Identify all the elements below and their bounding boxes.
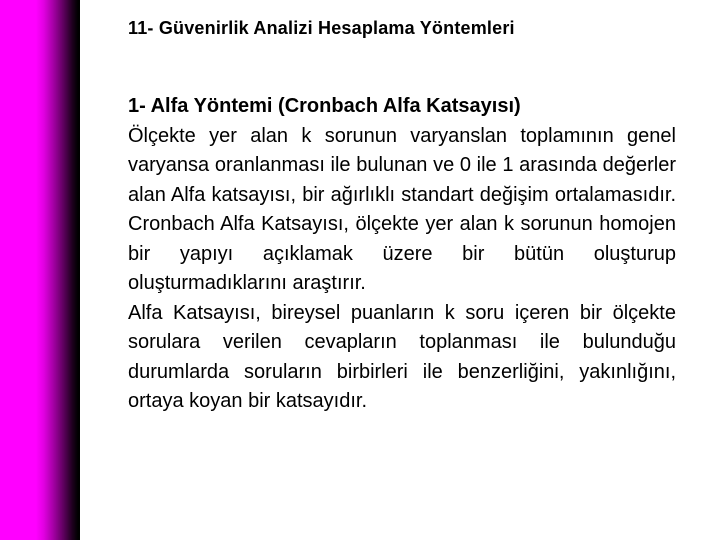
section-subheading: 1- Alfa Yöntemi (Cronbach Alfa Katsayısı) bbox=[128, 95, 521, 117]
slide-body bbox=[128, 92, 676, 417]
paragraph-explanation: Alfa Katsayısı, bireysel puanların k soru içeren bir ölçekte sorulara verilen cevapların toplanması ile bulunduğu durumlarda soruların birbirleri ile benzerliğini, yakınlığını, ortaya koyan bir katsayıdır. bbox=[128, 301, 676, 412]
paragraph-definition: Ölçekte yer alan k sorunun varyanslan toplamının genel varyansa oranlanması ile bulunan ve 0 ile 1 arasında değerler alan Alfa katsayısı, bir ağırlıklı standart değişim ortalamasıdır. Cronbach Alfa Katsayısı, ölçekte yer alan k sorunun homojen bir yapıyı açıklamak üzere bir bütün oluşturup oluşturmadıklarını araştırır. bbox=[128, 124, 676, 294]
decorative-side-bar bbox=[0, 0, 80, 540]
slide-title: 11- Güvenirlik Analizi Hesaplama Yöntemleri bbox=[128, 18, 515, 38]
